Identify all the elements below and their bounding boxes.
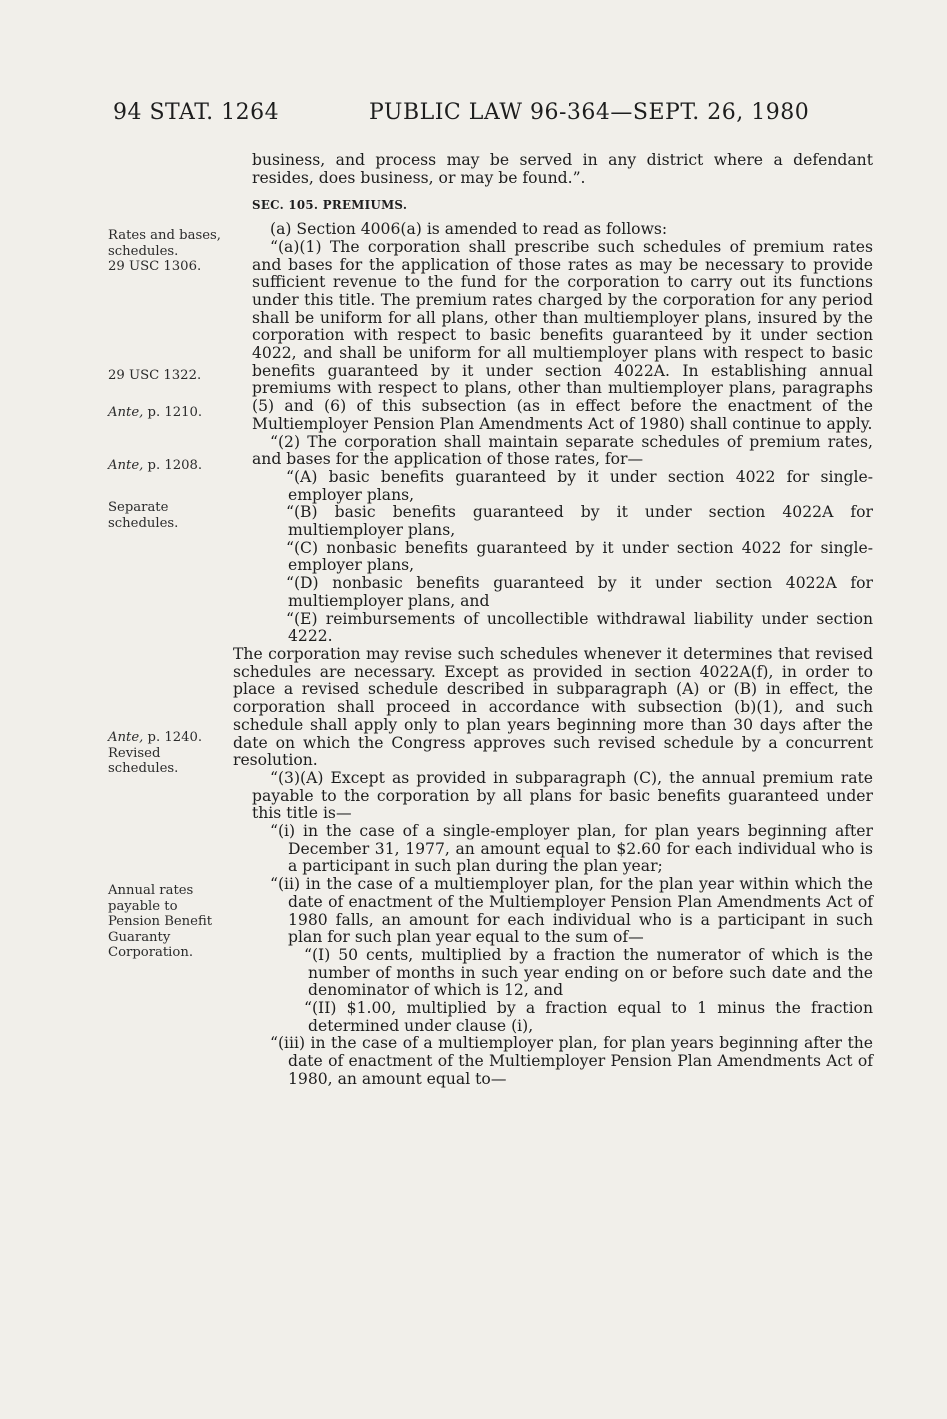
clause-ii: “(ii) in the case of a multiemployer plan, for the plan year within which the date of enactment of the Multiemployer Pension Plan Amendments Act of 1980 falls, an amount for each individual who is a participant in such plan for such plan year equal to the sum of— [270, 875, 873, 947]
paragraph-a: (a) Section 4006(a) is amended to read as follows: [270, 220, 668, 239]
subclause-I: “(I) 50 cents, multiplied by a fraction the numerator of which is the number of months in such year ending on or before such date and the denominator of which is 12, and [304, 945, 873, 1000]
margin-note-annual-rates: Annual rates payable to Pension Benefit Guaranty Corporation. [108, 883, 213, 960]
margin-note-ante-1210: Ante, p. 1210. [108, 405, 203, 420]
page-stat-number: 94 STAT. 1264 [113, 100, 280, 125]
margin-note-rates-bases: Rates and bases, schedules. 29 USC 1306. [108, 228, 221, 274]
clause-C: “(C) nonbasic benefits guaranteed by it under section 4022 for single-employer plans, [286, 538, 873, 575]
page-running-title: PUBLIC LAW 96-364—SEPT. 26, 1980 [369, 100, 810, 125]
subclause-II: “(II) $1.00, multiplied by a fraction equal to 1 minus the fraction determined under clause (i), [304, 999, 873, 1035]
clause-D: “(D) nonbasic benefits guaranteed by it under section 4022A for multiemployer plans, and [286, 574, 873, 610]
paragraph-revise: The corporation may revise such schedules whenever it determines that revised schedules are necessary. Except as provided in section 4022A(f), in order to place a revised schedule described in subparagraph (A) or (B) in effect, the corporation shall proceed in accordance with subsection (b)(1), and such schedule shall apply only to plan years beginning more than 30 days after the date on which the Congress approves such revised schedule by a concurrent resolution. [233, 644, 873, 770]
clause-i: “(i) in the case of a single-employer plan, for plan years beginning after December 31, 1977, an amount equal to $2.60 for each individual who is a participant in such plan during the plan year; [270, 822, 873, 876]
clause-iii: “(iii) in the case of a multiemployer plan, for plan years beginning after the date of enactment of the Multiemployer Pension Plan Amendments Act of 1980, an amount equal to— [270, 1034, 873, 1088]
paragraph-a2: “(2) The corporation shall maintain separate schedules of premium rates, and bases for the application of those rates, for— [252, 432, 873, 469]
clause-B: “(B) basic benefits guaranteed by it under section 4022A for multiemployer plans, [286, 503, 873, 540]
margin-note-revised-schedules: Ante, p. 1240. Revised schedules. [108, 730, 203, 776]
paragraph-a3A: “(3)(A) Except as provided in subparagraph (C), the annual premium rate payable to the corporation by all plans for basic benefits guaranteed under this title is— [252, 768, 873, 823]
clause-E: “(E) reimbursements of uncollectible withdrawal liability under section 4222. [286, 609, 873, 646]
margin-note-separate-schedules: Separate schedules. [108, 500, 179, 531]
paragraph-continued: business, and process may be served in any district where a defendant resides, does business, or may be found.”. [252, 151, 873, 187]
statute-body [233, 151, 873, 1089]
paragraph-a1: “(a)(1) The corporation shall prescribe such schedules of premium rates and bases for the application of those rates as may be necessary to provide sufficient revenue to the fund for the corporation to carry out its functions under this title. The premium rates charged by the corporation for any period shall be uniform for all plans, other than multiemployer plans, insured by the corporation with respect to basic benefits guaranteed by it under section 4022, and shall be uniform for all multiemployer plans with respect to basic benefits guaranteed by it under section 4022A. In establishing annual premiums with respect to plans, other than multiemployer plans, paragraphs (5) and (6) of this subsection (as in effect before the enactment of the Multiemployer Pension Plan Amendments Act of 1980) shall continue to apply. [252, 237, 873, 433]
clause-A: “(A) basic benefits guaranteed by it under section 4022 for single-employer plans, [286, 467, 873, 504]
margin-note-ante-1208: Ante, p. 1208. [108, 458, 203, 473]
margin-note-29usc1322: 29 USC 1322. [108, 368, 202, 383]
section-heading: SEC. 105. PREMIUMS. [252, 198, 408, 213]
